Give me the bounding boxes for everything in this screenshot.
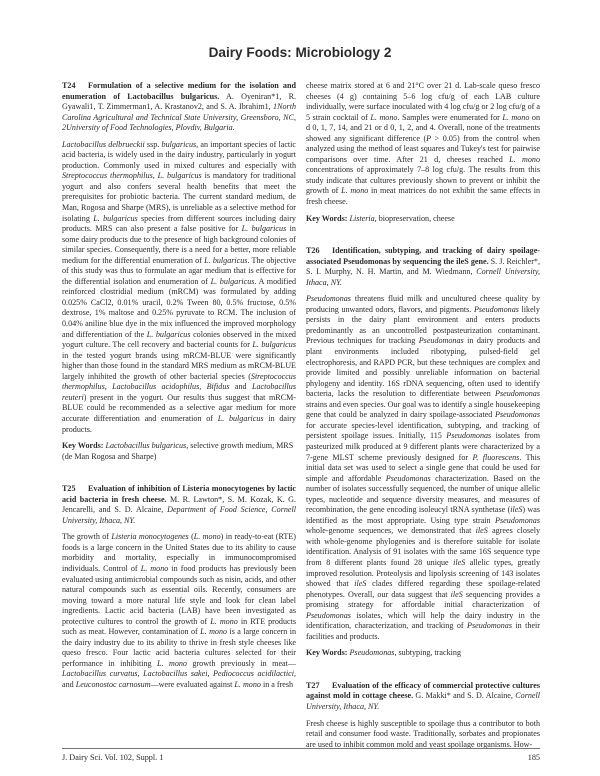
italic-text: ileS <box>450 589 463 599</box>
abstract-affiliation: Department of Food Science, Cornell University, Ithaca, NY. <box>62 505 296 525</box>
text: in dairy products and plant environments included ribotyping, pulsed-field gel electrophoresis, and RAPD PCR, but these techniques are complex and provide limited and possibly unreliable information on bacterial phylogeny and identity. 16S rDNA sequencing, often used to identify bacteria, lacks the resolution to differentiate between <box>306 336 540 399</box>
text: in their facilities and products. <box>306 621 540 641</box>
text: , subtyping, tracking <box>394 648 461 658</box>
italic-text: Pseudomonas <box>473 304 519 314</box>
text: isolates, which will help the dairy industry in the identification, characterization, and tracking of <box>306 610 540 631</box>
footer-journal: J. Dairy Sci. Vol. 102, Suppl. 1 <box>62 753 164 762</box>
italic-text: L. mono <box>210 616 238 626</box>
text: in food products has previously been evaluated using antimicrobial compounds such as nisin, acids, and other natural compounds such as essential oils. Recently, consumers are moving toward a more natural life style and look for clean label ingredients. Lactic acid bacteria (LAB) have been investigated as protective cultures to control the growth of <box>62 563 296 626</box>
text: in the tested yogurt brands using mRCM-BLUE were significantly higher than those found in the standard MRS medium as mRCM-BLUE largely inhibited the growth of other bacterial species ( <box>62 350 296 381</box>
text: concentrations of approximately 7–8 log cfu/g. The results from this study indicate that cultures previously shown to prevent or inhibit the growth of <box>306 165 540 196</box>
abstract-title: Identification, subtyping, and tracking of dairy spoilage-associated Pseudomonas by sequencing the ileS gene. <box>306 246 540 266</box>
text: likely persists in the dairy plant environment and enters products predominantly as an uncontrolled postpasteurization contaminant. Previous techniques for tracking <box>306 304 540 346</box>
italic-text: Pseudomonas <box>306 294 351 304</box>
text: ) present in the yogurt. Our results thus suggest that mRCM-BLUE could be recommended as a selective agar medium for more accurate differentiation and enumeration of <box>62 392 296 423</box>
italic-text: Lactobacillus bulgaricus <box>105 441 187 451</box>
text: , biopreservation, cheese <box>374 213 455 223</box>
abstract-affiliation: Cornell University, Ithaca, NY. <box>306 691 540 711</box>
italic-text: L. mono <box>509 154 540 164</box>
abstract-number: T25 <box>62 484 76 494</box>
italic-text: L. bulgaricus <box>210 276 255 286</box>
abstract-title: Formulation of a selective medium for the isolation and enumeration of Lactobacillus bulgaricus. <box>62 81 296 101</box>
key-words-label: Key Words: <box>306 213 348 223</box>
abstract-t26 <box>306 246 540 659</box>
text: Fresh cheese is highly susceptible to spoilage thus a contributor to both retail and consumer food waste. Traditionally, sorbates and propionates are used to inhibit common mold and yeast spoilage organisms. How- <box>306 718 540 749</box>
key-words-label: Key Words: <box>306 648 348 658</box>
text: for accurate species-level identification, subtyping, and tracking of persistent spoilage issues. Initially, 115 <box>306 420 540 441</box>
abstract-body <box>62 532 296 690</box>
italic-text: L. bulgaricus <box>204 255 248 265</box>
abstract-title: Evaluation of inhibition of Listeria monocytogenes by lactic acid bacteria in fresh cheese. <box>62 484 296 504</box>
italic-text: L. mono <box>200 627 228 637</box>
abstract-body <box>306 719 540 751</box>
footer-page-number: 185 <box>527 753 540 762</box>
text: cheese matrix stored at 6 and 21°C over 21 d. Lab-scale queso fresco cheeses (4 g) containing 5–6 log cfu/g of each LAB culture individually, were surface inoculated with 4 log cfu/g or 2 log cfu/g of a 5 strain cocktail of <box>306 81 540 122</box>
key-words-label: Key Words: <box>62 441 104 451</box>
text: whole-genome sequences, we demonstrated that <box>306 526 476 536</box>
text: ssp. <box>144 139 162 149</box>
text: and <box>229 382 252 392</box>
italic-text: Listeria monocytogenes <box>111 532 189 542</box>
text: The growth of <box>62 532 112 542</box>
italic-text: Pseudomonas <box>495 515 540 525</box>
text: is mandatory for traditional yogurt and also confers several health benefits that meet the prerequisites for probiotic bacteria. The current standard medium, de Man, Rogosa and Sharpe (MRS), is unreliable as a selective method for isolating <box>62 171 296 223</box>
abstract-authors: M. R. Lawton*, S. M. Kozak, K. G. Jencarelli, and S. D. Alcaine, <box>62 494 296 515</box>
italic-text: L. mono <box>140 563 169 573</box>
text: . A modified reinforced clostridial medium (mRCM) was formulated by adding 0.025% CaCl2, 0.01% uracil, 0.2% Tween 80, 0.5% fructose, 0.5% dextrose, 1% maltose and 0.25% pyruvate to RCM. The inclusion of 0.04% aniline blue dye in the mix influenced the improved morphology and differentiation of the <box>62 276 296 339</box>
text: species from different sources including dairy products. MRS can also present a false positive for <box>62 213 296 234</box>
italic-text: Pseudomonas <box>306 610 351 620</box>
italic-text: Leuconostoc carnosum <box>75 679 151 689</box>
text: on d 0, 1, 7, 14, and 21 or d 0, 1, 2, and 4. Overall, none of the treatments showed any significant difference ( <box>306 112 540 143</box>
page-title: Dairy Foods: Microbiology 2 <box>208 45 392 60</box>
text: allelic types, greatly improved resolution. Proteolysis and lipolysis screening of 143 isolates showed that <box>306 557 541 589</box>
abstract-authors: A. Oyeniran*1, R. Gyawali1, T. Zimmerman1, A. Krastanov2, and S. A. Ibrahim1, <box>62 91 296 112</box>
abstract-t24 <box>62 81 296 462</box>
text: is a large concern in the dairy industry due to its ability to thrive in fresh style cheeses like queso fresco. Four lactic acid bacteria cultures selected for their performance in inhibiting <box>62 627 296 668</box>
italic-text: L. mono <box>157 658 187 668</box>
text: in RTE products such as meat. However, contamination of <box>62 616 296 637</box>
abstract-t25 <box>62 484 296 690</box>
italic-text: L. bulgaricus <box>217 413 264 423</box>
text: threatens fluid milk and uncultured cheese quality by producing unwanted odors, flavors, and pigments. <box>306 294 540 314</box>
italic-text: L. bulgaricus <box>241 224 287 234</box>
italic-text: P <box>426 133 432 143</box>
italic-text: L. mono <box>502 112 530 122</box>
italic-text: Lactobacillus delbrueckii <box>62 139 145 149</box>
abstract-affiliation: Cornell University, Ithaca, NY. <box>306 267 540 287</box>
italic-text: Pseudomonas <box>495 389 540 399</box>
key-words <box>306 214 540 225</box>
abstract-number: T27 <box>306 680 320 690</box>
italic-text: Pseudomonas <box>385 473 431 483</box>
italic-text: L. bulgaricus <box>157 171 202 181</box>
italic-text: Pseudomonas <box>446 431 492 441</box>
italic-text: ileS <box>453 557 466 567</box>
text: growth previously in meat— <box>186 658 296 668</box>
footer-rule <box>62 748 540 749</box>
italic-text: ileS <box>510 505 523 515</box>
key-words <box>306 648 540 659</box>
italic-text: L. mono <box>370 112 398 122</box>
italic-text: L. mono <box>341 186 369 196</box>
text: isolates from pasteurized milk produced at 9 different plants were characterized by a 7-gene MLST scheme previously designed for <box>306 431 540 462</box>
text: . Samples were enumerated for <box>397 112 503 122</box>
abstract-body <box>306 294 540 642</box>
abstract-authors: G. Makki* and S. D. Alcaine, <box>413 691 516 701</box>
italic-text: Pseudomonas <box>349 648 395 658</box>
text: . The objective of this study was thus to formulate an agar medium that is effective for the differential isolation and enumeration of <box>62 255 296 286</box>
abstract-heading <box>306 681 540 713</box>
text: , selective growth medium, MRS (de Man Rogosa and Sharpe) <box>62 441 294 461</box>
text: . This initial data set was used to select a single gene that could be used for simple and affordable <box>306 452 541 483</box>
italic-text: L. bulgaricus <box>252 340 296 350</box>
italic-text: L. mono <box>193 532 221 542</box>
abstract-title: Evaluation of the efficacy of commercial protective cultures against mold in cottage cheese. <box>306 680 540 701</box>
abstract-heading <box>62 484 296 526</box>
abstract-t27 <box>306 681 540 750</box>
abstract-body <box>62 140 296 435</box>
abstract-heading <box>306 246 540 288</box>
text: —were evaluated against <box>150 679 235 689</box>
key-words-list <box>349 214 454 223</box>
text: ( <box>188 532 194 542</box>
text: in a fresh <box>260 679 294 689</box>
italic-text: ileS <box>475 526 488 536</box>
italic-text: Lactobacillus reuteri <box>62 382 297 402</box>
italic-text: Listeria <box>349 213 375 223</box>
italic-text: P. fluorescens <box>472 452 520 462</box>
italic-text: Streptococcus thermophilus <box>62 171 153 181</box>
italic-text: L. bulgaricus <box>146 329 191 339</box>
italic-text: L. bulgaricus <box>93 213 138 223</box>
italic-text: Pseudomonas <box>418 336 464 346</box>
abstract-number: T26 <box>306 246 320 256</box>
text: clades differed regarding these spoilage-related phenotypes. Overall, our data suggest that <box>306 579 540 599</box>
text: , an important species of lactic acid bacteria, is widely used in the dairy industry, particularly in yogurt production. Commonly used in mixed cultures and especially with <box>62 139 297 170</box>
key-words-list <box>349 648 461 657</box>
italic-text: Pseudomonas <box>467 621 512 631</box>
left-column <box>62 81 296 697</box>
italic-text: L. mono <box>234 679 261 689</box>
italic-text: Lactobacillus curvatus, Lactobacillus sakei, Pediococcus acidilactici <box>62 669 294 679</box>
text: strains and even species. Our goal was to identify a single housekeeping gene that could be analyzed in dairy spoilage-associated <box>306 399 540 420</box>
italic-text: Streptococcus thermophilus, Lactobacillus acidophilus, Bifidus <box>62 371 296 392</box>
text: in meat matrices do not exhibit the same effects in fresh cheese. <box>306 186 541 207</box>
italic-text: Pseudomonas <box>495 410 540 420</box>
text: ) in ready-to-eat (RTE) foods is a large concern in the United States due to its ability to cause morbidity and mortality, especially in immunocompromised individuals. Control of <box>62 532 296 573</box>
text: , <box>152 171 158 181</box>
text: ) was identified as the most appropriate. Using type strain <box>306 505 540 525</box>
key-words <box>62 441 296 462</box>
abstract-affiliation: 1North Carolina Agricultural and Technical State University, Greensboro, NC, 2University of Food Technologies, Plovdiv, Bulgaria. <box>62 102 296 133</box>
abstract-heading <box>62 81 296 134</box>
abstract-number: T24 <box>62 81 76 90</box>
abstract-body-continued <box>306 81 540 208</box>
abstract-authors: S. J. Reichler*, S. I. Murphy, N. H. Martin, and M. Wiedmann, <box>306 256 540 277</box>
text: , and <box>62 669 296 689</box>
text: in some dairy products due to the presence of high background colonies of similar species. Consequently, there is a need for a better, more reliable medium for the differential enumeration of <box>62 224 296 265</box>
text: agrees closely with whole-genome phylogenies and is therefore suitable for isolate identification. Analysis of 91 isolates with the same 16S sequence type from 8 different plants found 28 unique <box>306 526 540 567</box>
text: sequencing provides a promising strategy for affordable initial characterization of <box>306 589 540 610</box>
text: colonies observed in the mixed yogurt culture. The cell recovery and bacterial counts for <box>62 329 296 350</box>
right-column <box>306 81 540 756</box>
text: characterization. Based on the number of isolates successfully sequenced, the number of unique allelic types, nucleotide and sequence diversity measures, and measures of recombination, the gene encoding isoleucyl tRNA synthetase ( <box>306 473 540 515</box>
text: > 0.05) from the control when analyzed using the method of least squares and Tukey's test for pairwise comparisons over time. After 21 d, cheeses reached <box>306 133 540 164</box>
italic-text: bulgaricus <box>161 139 197 149</box>
italic-text: ileS <box>354 579 367 589</box>
text: in dairy products. <box>62 413 296 434</box>
